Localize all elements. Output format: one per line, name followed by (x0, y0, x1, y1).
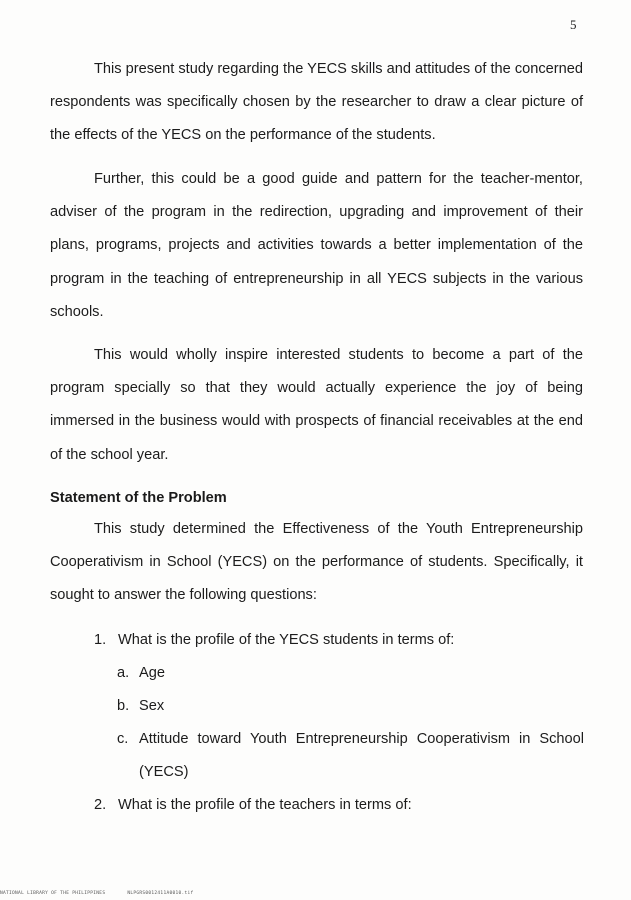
paragraph-inspire-students: This would wholly inspire interested students to become a part of the program specially so that they would actually experience the joy of being immersed in the business would with prospects of financial receivables at the end of the school year. (50, 347, 583, 463)
sub-question-sex (117, 690, 164, 723)
question-number: 2. (94, 797, 107, 813)
paragraph-study-purpose: This present study regarding the YECS skills and attitudes of the concerned respondents was specifically chosen by the researcher to draw a clear picture of the effects of the YECS on the performance of the students. (50, 61, 583, 144)
sub-question-letter: b. (117, 698, 130, 714)
paragraph-problem-intro: This study determined the Effectiveness of the Youth Entrepreneurship Cooperativism in School (YECS) on the performance of students. Specifically, it sought to answer the following questions: (50, 521, 583, 604)
page-number: 5 (570, 17, 577, 32)
sub-question-text: Attitude toward Youth Entrepreneurship Cooperativism in School (YECS) (139, 731, 584, 780)
sub-question-letter: a. (117, 665, 130, 681)
paragraph-guide-for-mentor: Further, this could be a good guide and pattern for the teacher-mentor, adviser of the program in the redirection, upgrading and improvement of their plans, programs, projects and activities towards a better implementation of the program in the teaching of entrepreneurship in all YECS subjects in the various schools. (50, 171, 583, 320)
sub-question-text: Age (139, 665, 165, 681)
footer-library-name: NATIONAL LIBRARY OF THE PHILIPPINES (0, 891, 106, 896)
question-text: What is the profile of the teachers in terms of: (118, 797, 412, 813)
sub-question-attitude (117, 723, 584, 789)
sub-question-age (117, 657, 165, 690)
question-text: What is the profile of the YECS students in terms of: (118, 632, 455, 648)
scan-footer (0, 891, 216, 896)
sub-question-text: Sex (139, 698, 165, 714)
question-2 (94, 789, 412, 822)
section-heading-statement-of-problem: Statement of the Problem (50, 490, 227, 506)
sub-question-letter: c. (117, 731, 129, 747)
question-1 (94, 624, 454, 657)
footer-file-id: NLPGRS0012411A0010.tif (127, 891, 194, 896)
question-number: 1. (94, 632, 107, 648)
